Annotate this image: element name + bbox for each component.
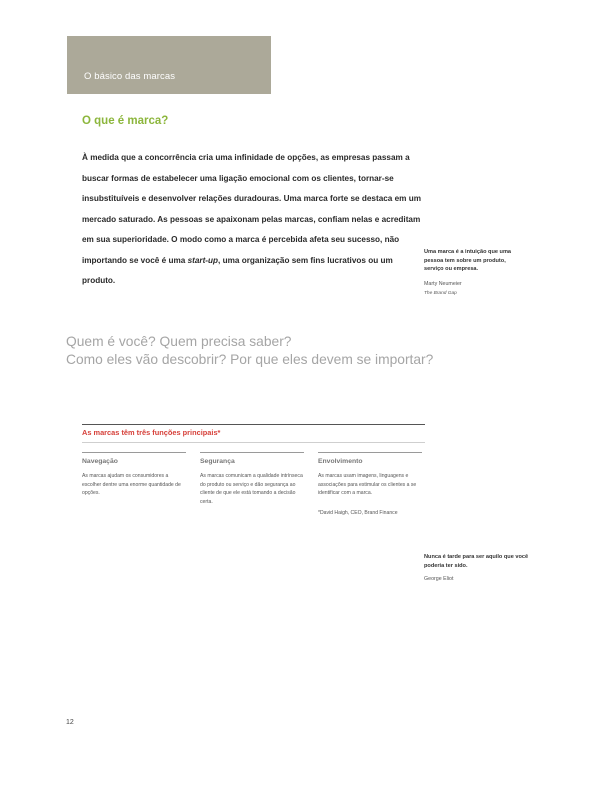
key-questions — [66, 333, 466, 369]
functions-top-rule — [82, 424, 425, 425]
chapter-title: O básico das marcas — [84, 71, 176, 82]
functions-divider — [82, 442, 425, 443]
column-heading: Envolvimento — [318, 458, 363, 465]
sidebar-quote-top — [424, 248, 524, 296]
intro-paragraph — [82, 148, 427, 292]
function-column-envolvimento — [318, 452, 422, 516]
quote-author: Marty Neumeier — [424, 280, 462, 287]
column-text: As marcas ajudam os consumidores a escolher dentre uma enorme quantidade de opções. — [82, 473, 181, 497]
functions-title: As marcas têm três funções principais* — [82, 428, 221, 437]
chapter-header-box — [67, 36, 271, 94]
sidebar-quote-bottom — [424, 553, 534, 582]
column-text: As marcas comunicam a qualidade intrínseca do produto ou serviço e dão segurança ao cliente de que ele está tomando a decisão certa. — [200, 473, 303, 505]
column-text: As marcas usam imagens, linguagens e associações para estimular os clientes a se identificar com a marca. — [318, 473, 417, 497]
functions-footnote: *David Haigh, CEO, Brand Finance — [318, 509, 398, 516]
quote-text: Nunca é tarde para ser aquilo que você poderia ter sido. — [424, 554, 529, 569]
section-title: O que é marca? — [82, 115, 169, 127]
question-line-1: Quem é você? Quem precisa saber? — [66, 334, 292, 349]
function-column-navegacao — [82, 452, 186, 498]
quote-author: George Eliot — [424, 575, 454, 582]
page-number: 12 — [66, 719, 74, 726]
column-rule — [200, 452, 304, 453]
intro-text-emphasis: start-up — [187, 255, 219, 265]
column-heading: Navegação — [82, 458, 118, 465]
intro-text-start: À medida que a concorrência cria uma infinidade de opções, as empresas passam a buscar formas de estabelecer uma ligação emocional com os clientes, tornar-se insubstituíveis e desenvolver relações duradouras. Uma marca forte se destaca em um mercado saturado. As pessoas se apaixonam pelas marcas, confiam nelas e acreditam em sua superioridade. O modo como a marca é percebida afeta seu sucesso, não importando se você é uma — [82, 153, 422, 265]
column-rule — [318, 452, 422, 453]
question-line-2: Como eles vão descobrir? Por que eles devem se importar? — [66, 352, 434, 367]
intro-text-end: , uma organização sem fins lucrativos ou um produto. — [82, 255, 393, 285]
quote-source: The Brand Gap — [424, 290, 457, 296]
column-heading: Segurança — [200, 458, 235, 465]
quote-text: Uma marca é a intuição que uma pessoa tem sobre um produto, serviço ou empresa. — [424, 249, 512, 272]
column-rule — [82, 452, 186, 453]
function-column-seguranca — [200, 452, 304, 506]
